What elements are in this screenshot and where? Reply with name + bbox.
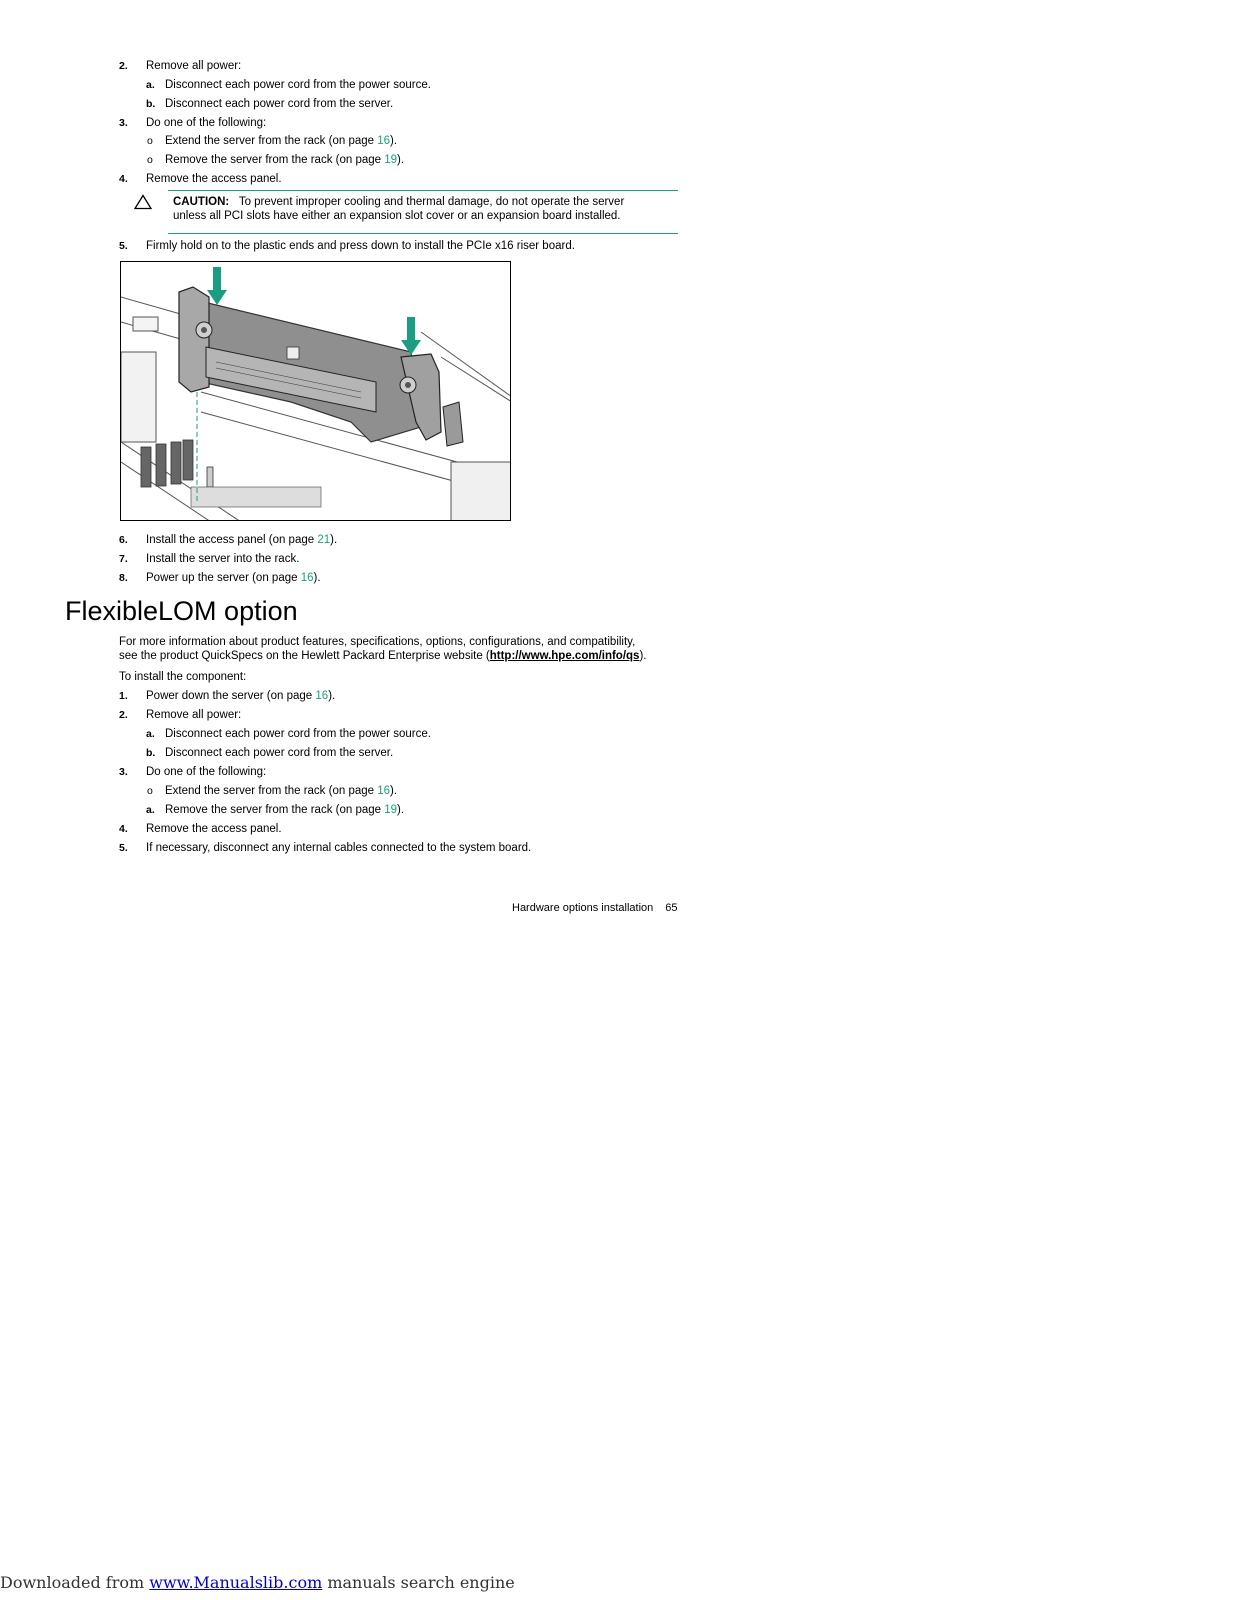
bullet-marker: o — [147, 135, 153, 147]
step-text: Install the access panel (on page 21). — [146, 534, 338, 546]
install-intro: To install the component: — [119, 671, 247, 683]
page-link[interactable]: 16 — [300, 572, 314, 584]
step-text: Do one of the following: — [146, 766, 267, 778]
page-number: 65 — [665, 902, 678, 914]
manualslib-link[interactable]: www.Manualslib.com — [149, 1573, 323, 1592]
substep-text: Disconnect each power cord from the server. — [165, 98, 394, 110]
substep-text: Remove the server from the rack (on page 19). — [165, 804, 405, 816]
intro-paragraph-line: For more information about product features, specifications, options, configurations, and compatibility, — [119, 636, 636, 648]
step-text: Remove the access panel. — [146, 823, 282, 835]
step-text: Power up the server (on page 16). — [146, 572, 321, 584]
page-link[interactable]: 21 — [317, 534, 331, 546]
step-number: 4. — [119, 173, 128, 185]
section-heading: FlexibleLOM option — [65, 596, 298, 626]
step-number: 1. — [119, 690, 128, 702]
page-footer — [512, 902, 678, 914]
step-text: Firmly hold on to the plastic ends and press down to install the PCIe x16 riser board. — [146, 240, 575, 252]
step-number: 8. — [119, 572, 128, 584]
substep-letter: b. — [146, 747, 156, 759]
step-number: 4. — [119, 823, 128, 835]
caution-text: CAUTION: To prevent improper cooling and thermal damage, do not operate the server unless all PCI slots have either an expansion slot cover or an expansion board installed. — [173, 196, 625, 222]
step-number: 7. — [119, 553, 128, 565]
page-link[interactable]: 16 — [377, 135, 391, 147]
substep-letter: b. — [146, 98, 156, 110]
download-watermark: Downloaded from www.Manualslib.com manuals search engine — [0, 1573, 515, 1592]
substep-text: Disconnect each power cord from the server. — [165, 747, 394, 759]
step-text: If necessary, disconnect any internal cables connected to the system board. — [146, 842, 532, 854]
quickspecs-link[interactable]: http://www.hpe.com/info/qs — [489, 650, 640, 662]
riser-board-drawing — [121, 262, 511, 521]
intro-paragraph-line: see the product QuickSpecs on the Hewlett Packard Enterprise website (http://www.hpe.com/info/qs). — [119, 650, 647, 662]
step-text: Install the server into the rack. — [146, 553, 300, 565]
page-link[interactable]: 19 — [384, 804, 398, 816]
step-number: 5. — [119, 842, 128, 854]
page-link[interactable]: 16 — [315, 690, 329, 702]
step-text: Power down the server (on page 16). — [146, 690, 336, 702]
substep-letter: a. — [146, 728, 155, 740]
bullet-text: Extend the server from the rack (on page 16). — [165, 135, 398, 147]
caution-label: CAUTION: — [173, 196, 230, 208]
substep-letter: a. — [146, 804, 155, 816]
page-link[interactable]: 16 — [377, 785, 391, 797]
step-text: Remove all power: — [146, 709, 242, 721]
caution-box — [168, 190, 678, 234]
bullet-marker: o — [147, 785, 153, 797]
bullet-text: Remove the server from the rack (on page 19). — [165, 154, 405, 166]
step-text: Do one of the following: — [146, 117, 267, 129]
bullet-text: Extend the server from the rack (on page 16). — [165, 785, 398, 797]
step-number: 3. — [119, 766, 128, 778]
substep-text: Disconnect each power cord from the power source. — [165, 79, 431, 91]
riser-board-illustration — [120, 261, 511, 521]
caution-triangle-icon — [134, 194, 152, 210]
step-number: 6. — [119, 534, 128, 546]
step-number: 5. — [119, 240, 128, 252]
step-number: 3. — [119, 117, 128, 129]
page-link[interactable]: 19 — [384, 154, 398, 166]
substep-text: Disconnect each power cord from the power source. — [165, 728, 431, 740]
substep-letter: a. — [146, 79, 155, 91]
step-number: 2. — [119, 709, 128, 721]
step-text: Remove all power: — [146, 60, 242, 72]
footer-section-title: Hardware options installation — [512, 902, 654, 914]
bullet-marker: o — [147, 154, 153, 166]
step-number: 2. — [119, 60, 128, 72]
step-text: Remove the access panel. — [146, 173, 282, 185]
